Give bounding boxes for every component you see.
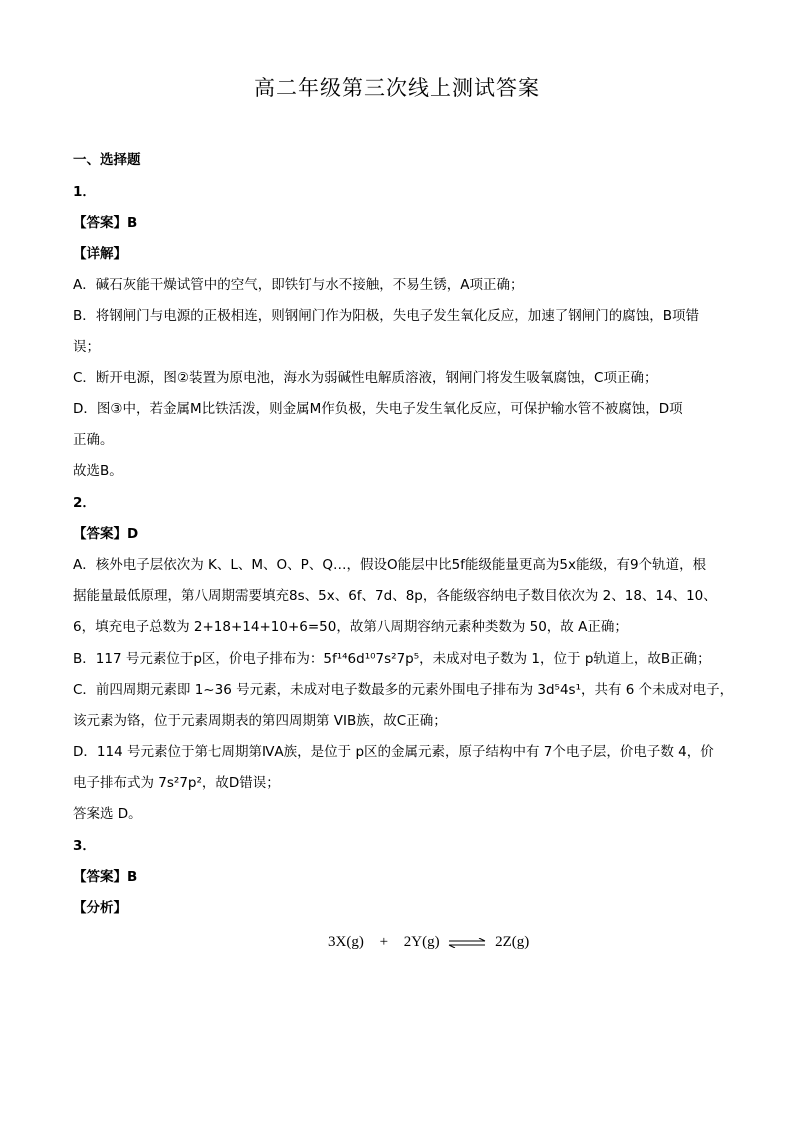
text-line: A．碱石灰能干燥试管中的空气，即铁钉与水不接触，不易生锈，A项正确； bbox=[73, 277, 524, 293]
text-line: A．核外电子层依次为 K、L、M、O、P、Q…，假设O能层中比5f能级能量更高为5x能级，有9个轨道，根 bbox=[73, 557, 707, 573]
product-z: 2Z(g) bbox=[495, 934, 530, 951]
explanation-heading: 【详解】 bbox=[73, 246, 127, 262]
answer-line: 【答案】B bbox=[73, 869, 138, 885]
text-line: 故选B。 bbox=[73, 463, 123, 479]
analysis-heading: 【分析】 bbox=[73, 900, 127, 916]
answer-line: 【答案】B bbox=[73, 215, 138, 231]
reactant-x: 3X(g) bbox=[328, 934, 364, 951]
page-title: 高二年级第三次线上测试答案 bbox=[254, 76, 540, 100]
text-line: 6，填充电子总数为 2+18+14+10+6=50，故第八周期容纳元素种类数为 50，故 A正确； bbox=[73, 619, 628, 635]
question-number: 1． bbox=[73, 184, 96, 200]
reactant-y: 2Y(g) bbox=[403, 934, 440, 951]
answer-line: 【答案】D bbox=[73, 526, 139, 542]
text-line: 该元素为铬，位于元素周期表的第四周期第 VIB族，故C正确； bbox=[73, 713, 447, 729]
text-line: 正确。 bbox=[73, 432, 114, 448]
text-line: B．将钢闸门与电源的正极相连，则钢闸门作为阳极，失电子发生氧化反应，加速了钢闸门的腐蚀，B项错 bbox=[73, 308, 700, 324]
question-number: 3． bbox=[73, 838, 96, 854]
equilibrium-arrow-icon bbox=[447, 938, 487, 948]
text-line: D．图③中，若金属M比铁活泼，则金属M作负极，失电子发生氧化反应，可保护输水管不被腐蚀，D项 bbox=[73, 401, 683, 417]
text-line: 据能量最低原理，第八周期需要填充8s、5x、6f、7d、8p，各能级容纳电子数目依次为 2、18、14、10、 bbox=[73, 588, 717, 604]
plus-sign: + bbox=[379, 934, 389, 951]
text-line: C．断开电源，图②装置为原电池，海水为弱碱性电解质溶液，钢闸门将发生吸氧腐蚀，C项正确； bbox=[73, 370, 658, 386]
text-line: 答案选 D。 bbox=[73, 806, 142, 822]
text-line: D．114 号元素位于第七周期第ⅣA族，是位于 p区的金属元素，原子结构中有 7个电子层，价电子数 4，价 bbox=[73, 744, 714, 760]
text-line: C．前四周期元素即 1~36 号元素，未成对电子数最多的元素外围电子排布为 3d⁵4s¹，共有 6 个未成对电子， bbox=[73, 682, 734, 698]
question-number: 2． bbox=[73, 495, 96, 511]
reaction-equation bbox=[328, 934, 529, 951]
text-line: 误； bbox=[73, 339, 100, 355]
section-heading: 一、选择题 bbox=[73, 152, 141, 168]
text-line: 电子排布式为 7s²7p²，故D错误； bbox=[73, 775, 280, 791]
text-line: B．117 号元素位于p区，价电子排布为：5f¹⁴6d¹⁰7s²7p⁵，未成对电子数为 1，位于 p轨道上，故B正确； bbox=[73, 651, 711, 667]
